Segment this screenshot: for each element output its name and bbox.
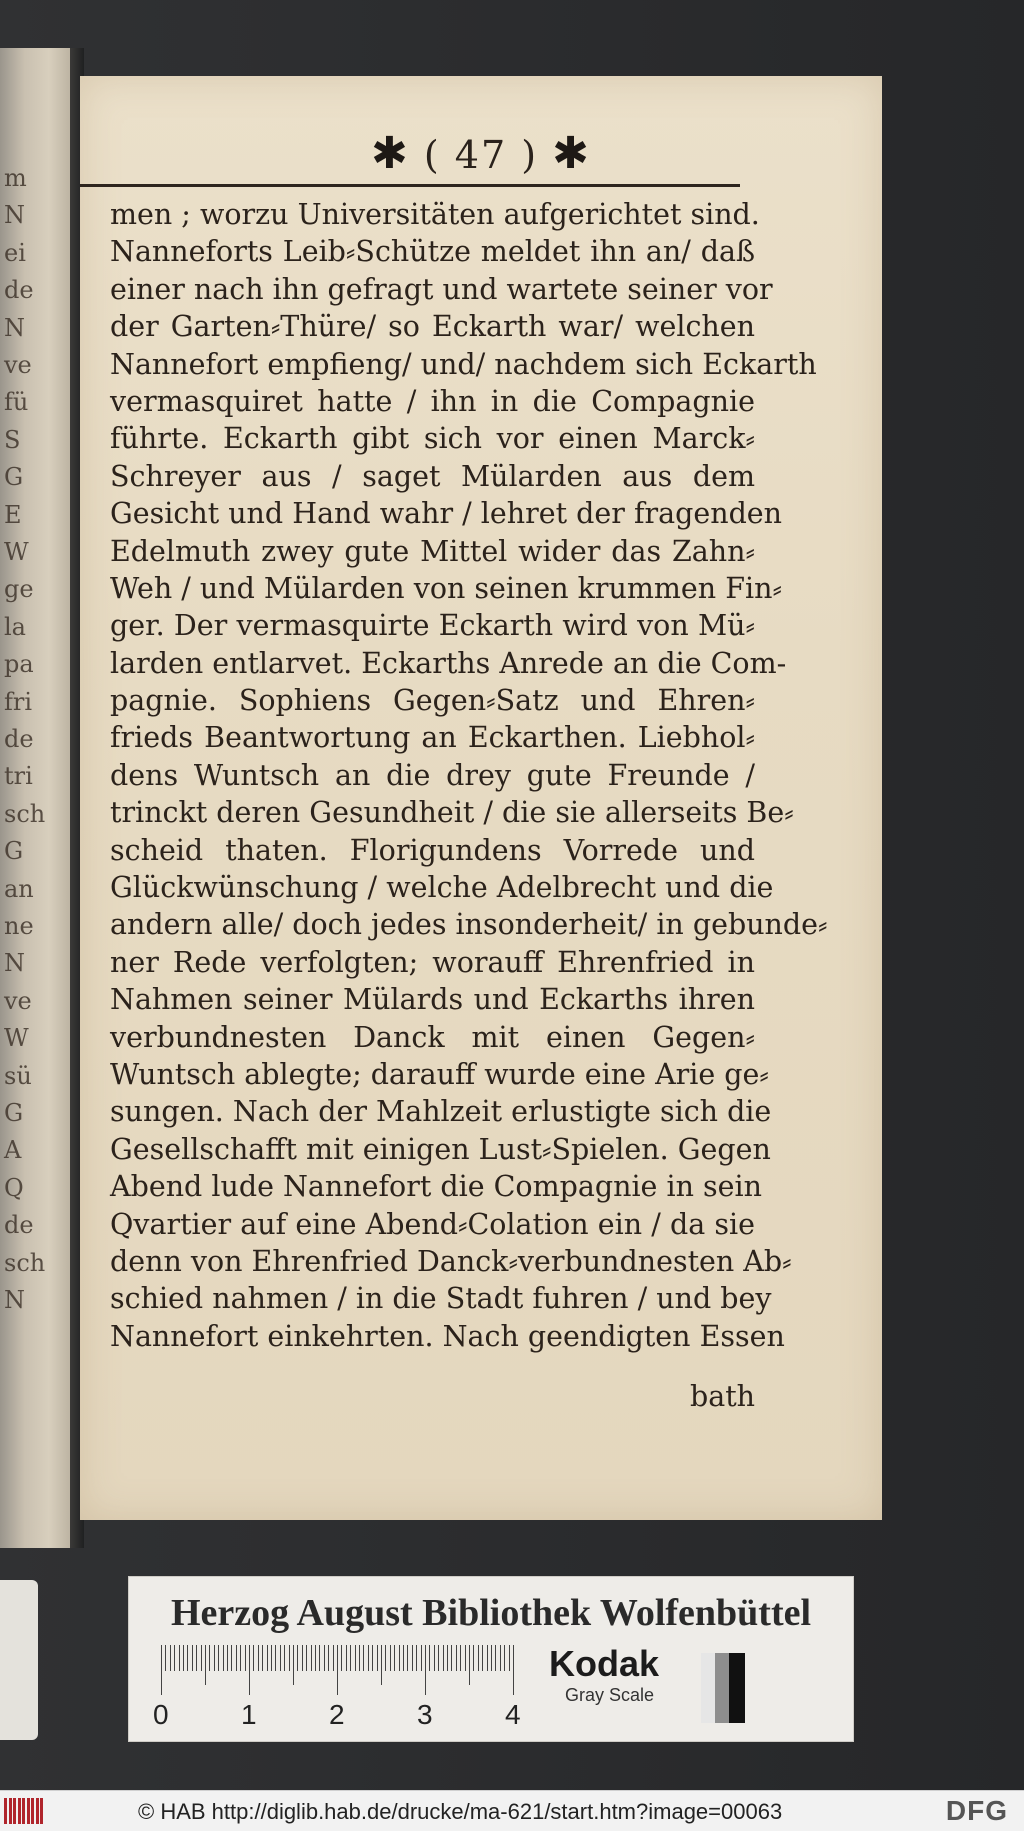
previous-page-text-fragment: W bbox=[4, 1024, 29, 1053]
ruler-tick bbox=[179, 1645, 180, 1671]
ruler-tick bbox=[324, 1645, 325, 1671]
gray-scale-patch bbox=[701, 1653, 745, 1723]
text-line: andern alle/ doch jedes insonderheit/ in gebunde⸗ bbox=[110, 908, 828, 942]
ruler-tick bbox=[438, 1645, 439, 1671]
ruler-tick bbox=[245, 1645, 246, 1671]
ruler-tick bbox=[487, 1645, 488, 1671]
kodak-subtitle: Gray Scale bbox=[565, 1685, 655, 1705]
text-line: Abend lude Nannefort die Compagnie in sein bbox=[110, 1170, 762, 1204]
ruler-tick bbox=[513, 1645, 514, 1695]
text-line: ner Rede verfolgten; worauff Ehrenfried in bbox=[110, 945, 755, 979]
ruler-tick bbox=[174, 1645, 175, 1671]
text-line: einer nach ihn gefragt und wartete seiner vor bbox=[110, 272, 773, 306]
text-line: ger. Der vermasquirte Eckarth wird von Mü⸗ bbox=[110, 609, 755, 643]
barcode-bar bbox=[4, 1798, 7, 1824]
ruler-tick bbox=[302, 1645, 303, 1671]
ruler-tick bbox=[183, 1645, 184, 1671]
ruler-tick bbox=[333, 1645, 334, 1671]
text-line: Gesellschafft mit einigen Lust⸗Spielen. Gegen bbox=[110, 1132, 771, 1166]
color-scale-card bbox=[128, 1576, 854, 1742]
footer-bar bbox=[0, 1790, 1024, 1831]
previous-page-text-fragment: S bbox=[4, 425, 21, 454]
barcode-bar bbox=[31, 1798, 34, 1824]
ruler-tick bbox=[359, 1645, 360, 1671]
previous-page-text-fragment: N bbox=[4, 201, 25, 230]
text-line: Qvartier auf eine Abend⸗Colation ein / da sie bbox=[110, 1207, 755, 1241]
previous-page-text-fragment: N bbox=[4, 949, 25, 978]
text-line: Edelmuth zwey gute Mittel wider das Zahn⸗ bbox=[110, 534, 755, 568]
text-line: verbundnesten Danck mit einen Gegen⸗ bbox=[110, 1020, 755, 1054]
ruler-tick bbox=[451, 1645, 452, 1671]
ruler-tick bbox=[218, 1645, 219, 1671]
ruler-number: 4 bbox=[505, 1699, 521, 1730]
catchword: bath bbox=[689, 1380, 755, 1413]
previous-page-text-fragment: pa bbox=[4, 650, 34, 679]
ruler-tick bbox=[355, 1645, 356, 1671]
ruler-tick bbox=[223, 1645, 224, 1671]
previous-page-text-fragment: G bbox=[4, 837, 24, 866]
ruler-tick bbox=[253, 1645, 254, 1671]
ruler-tick bbox=[495, 1645, 496, 1671]
ruler-number: 0 bbox=[153, 1699, 169, 1730]
kodak-logo: Kodak bbox=[549, 1643, 660, 1684]
ruler-tick bbox=[289, 1645, 290, 1671]
previous-page-text-fragment: ve bbox=[4, 986, 32, 1015]
ruler-tick bbox=[381, 1645, 382, 1685]
ruler-tick bbox=[421, 1645, 422, 1671]
previous-page-text-fragment: G bbox=[4, 463, 24, 492]
ruler-tick bbox=[478, 1645, 479, 1671]
ruler-tick bbox=[297, 1645, 298, 1671]
text-line: frieds Beantwortung an Eckarthen. Liebhol⸗ bbox=[110, 721, 755, 755]
previous-page-text-fragment: A bbox=[4, 1136, 22, 1165]
ruler-tick bbox=[399, 1645, 400, 1671]
ruler-tick bbox=[165, 1645, 166, 1671]
ruler-tick bbox=[337, 1645, 338, 1695]
gray-patch-dark bbox=[729, 1653, 745, 1723]
ruler-tick bbox=[187, 1645, 188, 1671]
ruler-tick bbox=[328, 1645, 329, 1671]
book-page bbox=[80, 76, 882, 1520]
ruler-tick bbox=[403, 1645, 404, 1671]
ruler-tick bbox=[368, 1645, 369, 1671]
previous-page-text-fragment: m bbox=[4, 164, 27, 192]
ruler-tick bbox=[456, 1645, 457, 1671]
ruler-tick bbox=[509, 1645, 510, 1671]
ruler-tick bbox=[240, 1645, 241, 1671]
barcode-bar bbox=[36, 1798, 39, 1824]
ruler-tick bbox=[319, 1645, 320, 1671]
text-line: Wuntsch ablegte; darauff wurde eine Arie ge⸗ bbox=[110, 1057, 769, 1091]
barcode-bar bbox=[40, 1798, 43, 1824]
barcode-bar bbox=[18, 1798, 21, 1824]
text-line: vermasquiret hatte / ihn in die Compagnie bbox=[110, 384, 755, 418]
ruler-tick bbox=[258, 1645, 259, 1671]
ruler-tick bbox=[209, 1645, 210, 1671]
ruler-tick bbox=[170, 1645, 171, 1671]
ruler-tick bbox=[394, 1645, 395, 1671]
ruler-tick bbox=[311, 1645, 312, 1671]
text-line: trinckt deren Gesundheit / die sie allerseits Be⸗ bbox=[110, 796, 794, 830]
ruler-tick bbox=[315, 1645, 316, 1671]
previous-page-text-fragment: ne bbox=[4, 912, 34, 940]
previous-page-text-fragment: fri bbox=[4, 687, 33, 716]
ruler-tick bbox=[465, 1645, 466, 1671]
gray-patch-mid bbox=[715, 1653, 729, 1723]
ruler-tick bbox=[227, 1645, 228, 1671]
ruler-tick bbox=[377, 1645, 378, 1671]
barcode-bar bbox=[27, 1798, 30, 1824]
ruler-tick bbox=[214, 1645, 215, 1671]
previous-page-text-fragment: de bbox=[4, 725, 34, 753]
previous-page-text-fragment: ge bbox=[4, 575, 34, 604]
previous-page-text-fragment: de bbox=[4, 276, 34, 305]
previous-page-text-fragment: sch bbox=[4, 1248, 46, 1277]
ruler-tick bbox=[275, 1645, 276, 1671]
ruler-tick bbox=[249, 1645, 250, 1695]
text-line: Nanneforts Leib⸗Schütze meldet ihn an/ daß bbox=[110, 235, 755, 269]
previous-page-text-fragment: tri bbox=[4, 762, 33, 791]
ruler-tick bbox=[434, 1645, 435, 1671]
ruler-tick bbox=[390, 1645, 391, 1671]
ruler-tick bbox=[412, 1645, 413, 1671]
text-line: Nannefort einkehrten. Nach geendigten Essen bbox=[110, 1319, 785, 1353]
text-line: sungen. Nach der Mahlzeit erlustigte sich die bbox=[110, 1095, 772, 1129]
text-line: Nannefort empfieng/ und/ nachdem sich Eckarth bbox=[110, 347, 817, 381]
previous-page-edge bbox=[0, 48, 70, 1548]
previous-page-text-fragment: de bbox=[4, 1211, 34, 1240]
barcode-bar bbox=[22, 1798, 25, 1824]
ruler-number: 2 bbox=[329, 1699, 345, 1730]
previous-page-text-fragment: G bbox=[4, 1099, 24, 1127]
text-line: Schreyer aus / saget Mülarden aus dem bbox=[110, 459, 755, 493]
text-line: scheid thaten. Florigundens Vorrede und bbox=[110, 833, 755, 867]
ruler-tick bbox=[205, 1645, 206, 1685]
ruler-tick bbox=[443, 1645, 444, 1671]
ruler-tick bbox=[196, 1645, 197, 1671]
text-line: führte. Eckarth gibt sich vor einen Marck⸗ bbox=[110, 422, 755, 456]
ruler-tick bbox=[201, 1645, 202, 1671]
ruler-tick bbox=[473, 1645, 474, 1671]
text-line: Nahmen seiner Mülards und Eckarths ihren bbox=[110, 983, 755, 1017]
body-text bbox=[110, 196, 828, 1355]
previous-page-text-fragment: E bbox=[4, 500, 22, 529]
ruler-number: 1 bbox=[241, 1699, 257, 1730]
ruler-tick bbox=[504, 1645, 505, 1671]
dfg-logo: DFG bbox=[945, 1795, 1008, 1826]
text-line: denn von Ehrenfried Danck⸗verbundnesten Ab⸗ bbox=[110, 1244, 792, 1278]
previous-page-text-fragment: ve bbox=[4, 351, 32, 379]
previous-page-text-fragment: an bbox=[4, 874, 34, 903]
page-header bbox=[80, 128, 882, 179]
ruler-tick bbox=[372, 1645, 373, 1671]
barcode-bar bbox=[13, 1798, 16, 1824]
ruler-tick bbox=[267, 1645, 268, 1671]
ruler-tick bbox=[469, 1645, 470, 1685]
ruler-tick bbox=[500, 1645, 501, 1671]
ruler-tick bbox=[161, 1645, 162, 1695]
ruler-scale bbox=[161, 1645, 521, 1695]
ruler-tick bbox=[447, 1645, 448, 1671]
text-line: pagnie. Sophiens Gegen⸗Satz und Ehren⸗ bbox=[110, 684, 755, 718]
library-name: Herzog August Bibliothek Wolfenbüttel bbox=[170, 1592, 812, 1634]
ruler-tick bbox=[416, 1645, 417, 1671]
previous-page-text-fragment: fü bbox=[4, 388, 29, 417]
ruler-tick bbox=[271, 1645, 272, 1671]
star-ornament-left-icon: ✱ bbox=[370, 128, 410, 179]
ruler-tick bbox=[425, 1645, 426, 1695]
text-line: Weh / und Mülarden von seinen krummen Fin⸗ bbox=[110, 571, 782, 605]
previous-page-text-fragment: sü bbox=[4, 1061, 32, 1090]
previous-page-text-fragment: N bbox=[4, 313, 25, 342]
previous-page-text-fragment: N bbox=[4, 1286, 25, 1314]
ruler-tick bbox=[350, 1645, 351, 1671]
ruler-tick bbox=[262, 1645, 263, 1671]
ruler-tick bbox=[385, 1645, 386, 1671]
ruler-number: 3 bbox=[417, 1699, 433, 1730]
hab-barcode-icon bbox=[4, 1798, 48, 1824]
page-number: ( 47 ) bbox=[423, 133, 539, 177]
previous-page-text-fragment: la bbox=[4, 612, 26, 641]
ruler-tick bbox=[346, 1645, 347, 1671]
ruler-tick bbox=[280, 1645, 281, 1671]
ruler-tick bbox=[482, 1645, 483, 1671]
ruler-tick bbox=[293, 1645, 294, 1685]
ruler-tick bbox=[306, 1645, 307, 1671]
ruler-tick bbox=[284, 1645, 285, 1671]
text-line: schied nahmen / in die Stadt fuhren / und bey bbox=[110, 1282, 772, 1316]
ruler-tick bbox=[407, 1645, 408, 1671]
text-line: men ; worzu Universitäten aufgerichtet sind. bbox=[110, 198, 760, 231]
ruler-tick bbox=[363, 1645, 364, 1671]
ruler-tick bbox=[192, 1645, 193, 1671]
text-line: dens Wuntsch an die drey gute Freunde / bbox=[110, 758, 755, 792]
star-ornament-right-icon: ✱ bbox=[552, 128, 592, 179]
previous-page-text-fragment: W bbox=[4, 538, 29, 566]
previous-page-text-fragment: ei bbox=[4, 238, 26, 267]
text-line: Gesicht und Hand wahr / lehret der fragenden bbox=[110, 497, 783, 531]
ruler-tick bbox=[341, 1645, 342, 1671]
ruler-tick bbox=[491, 1645, 492, 1671]
previous-page-text-fragment: sch bbox=[4, 799, 46, 828]
header-rule bbox=[80, 184, 740, 187]
ruler-tick bbox=[460, 1645, 461, 1671]
gray-patch-light bbox=[701, 1653, 715, 1723]
previous-page-text-fragment: Q bbox=[4, 1173, 24, 1202]
ruler-tick bbox=[231, 1645, 232, 1671]
ruler-tick bbox=[236, 1645, 237, 1671]
text-line: der Garten⸗Thüre/ so Eckarth war/ welchen bbox=[110, 310, 755, 344]
text-line: larden entlarvet. Eckarths Anrede an die Com- bbox=[110, 646, 787, 680]
barcode-bar bbox=[9, 1798, 12, 1824]
ruler-tick bbox=[429, 1645, 430, 1671]
text-line: Glückwünschung / welche Adelbrecht und die bbox=[110, 871, 774, 905]
source-link[interactable]: © HAB http://diglib.hab.de/drucke/ma-621/start.htm?image=00063 bbox=[138, 1799, 783, 1824]
previous-scale-card-edge bbox=[0, 1580, 38, 1740]
